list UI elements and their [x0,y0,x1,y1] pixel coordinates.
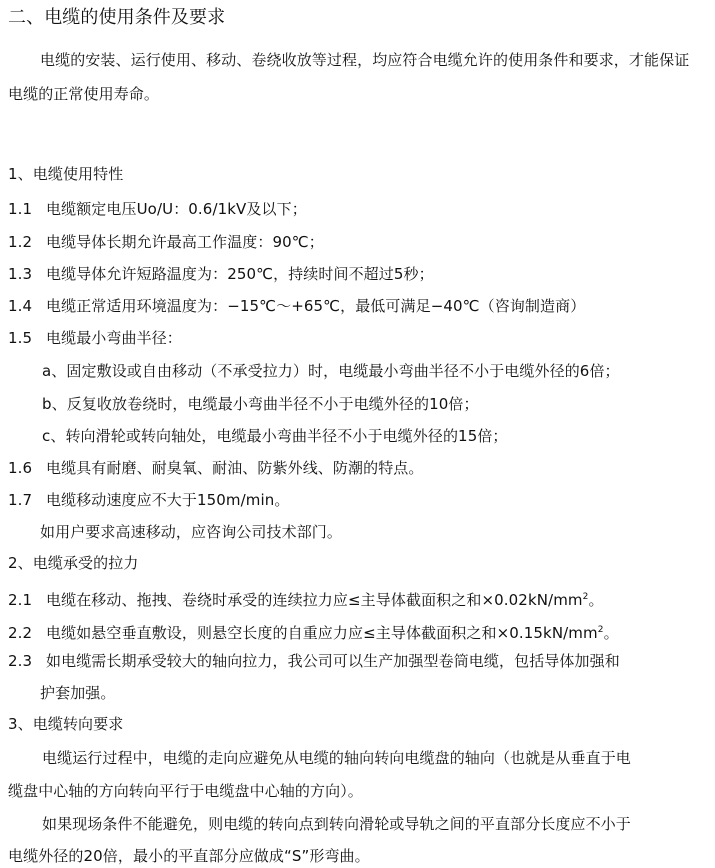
heading-tensile-force: 2、电缆承受的拉力 [8,554,139,572]
item-number: 1.3 [8,265,33,283]
item-text: 电缆如悬空垂直敷设，则悬空长度的自重应力应≤主导体截面积之和×0.15kN/mm [46,624,598,642]
sub-item-1-5-a: a、固定敷设或自由移动（不承受拉力）时，电缆最小弯曲半径不小于电缆外径的6倍； [42,362,620,380]
item-text: 电缆具有耐磨、耐臭氧、耐油、防紫外线、防潮的特点。 [46,459,424,477]
paragraph-3a-line-1: 电缆运行过程中，电缆的走向应避免从电缆的轴向转向电缆盘的轴向（也就是从垂直于电 [42,749,631,767]
paragraph-3a-line-2: 缆盘中心轴的方向转向平行于电缆盘中心轴的方向）。 [8,782,363,800]
item-number: 2.2 [8,624,33,642]
heading-usage-characteristics: 1、电缆使用特性 [8,165,124,183]
list-item-1-7 [8,490,289,510]
list-item-1-6 [8,458,424,478]
item-text-end: 。 [603,624,619,642]
sub-item-1-5-b: b、反复收放卷绕时，电缆最小弯曲半径不小于电缆外径的10倍； [42,395,479,413]
item-1-7-note: 如用户要求高速移动，应咨询公司技术部门。 [40,523,343,541]
sub-item-1-5-c: c、转向滑轮或转向轴处，电缆最小弯曲半径不小于电缆外径的15倍； [42,427,508,445]
heading-turning-requirements: 3、电缆转向要求 [8,715,124,733]
paragraph-3b-line-2: 电缆外径的20倍，最小的平直部分应做成“S”形弯曲。 [8,847,370,865]
item-number: 1.2 [8,233,33,251]
item-text: 如电缆需长期承受较大的轴向拉力，我公司可以生产加强型卷筒电缆，包括导体加强和 [46,652,620,670]
item-text: 电缆导体长期允许最高工作温度：90℃； [46,233,324,251]
item-text: 电缆导体允许短路温度为：250℃，持续时间不超过5秒； [46,265,434,283]
list-item-1-2 [8,232,324,252]
list-item-2-1 [8,587,604,610]
item-text: 电缆额定电压Uo/U：0.6/1kV及以下； [46,200,307,218]
list-item-2-2 [8,620,619,643]
item-number: 1.6 [8,459,33,477]
item-text: 电缆正常适用环境温度为：−15℃～+65℃，最低可满足−40℃（咨询制造商） [46,297,586,315]
item-number: 2.3 [8,652,33,670]
item-number: 2.1 [8,591,33,609]
item-number: 1.4 [8,297,33,315]
list-item-1-5 [8,328,182,348]
item-number: 1.1 [8,200,33,218]
intro-line-2: 电缆的正常使用寿命。 [8,85,160,103]
item-2-3-continuation: 护套加强。 [40,684,116,702]
list-item-1-3 [8,264,434,284]
list-item-1-1 [8,199,307,219]
superscript: 2 [582,592,589,602]
item-text: 电缆最小弯曲半径： [46,329,182,347]
item-text: 电缆移动速度应不大于150m/min。 [46,491,290,509]
item-text-end: 。 [588,591,604,609]
item-number: 1.7 [8,491,33,509]
list-item-2-3 [8,651,620,671]
paragraph-3b-line-1: 如果现场条件不能避免，则电缆的转向点到转向滑轮或导轨之间的平直部分长度应不小于 [42,815,631,833]
list-item-1-4 [8,296,585,316]
item-text: 电缆在移动、拖拽、卷绕时承受的连续拉力应≤主导体截面积之和×0.02kN/mm [46,591,583,609]
superscript: 2 [597,625,604,635]
section-title: 二、电缆的使用条件及要求 [8,7,226,28]
item-number: 1.5 [8,329,33,347]
intro-line-1: 电缆的安装、运行使用、移动、卷绕收放等过程，均应符合电缆允许的使用条件和要求，才能保证 [40,51,690,69]
